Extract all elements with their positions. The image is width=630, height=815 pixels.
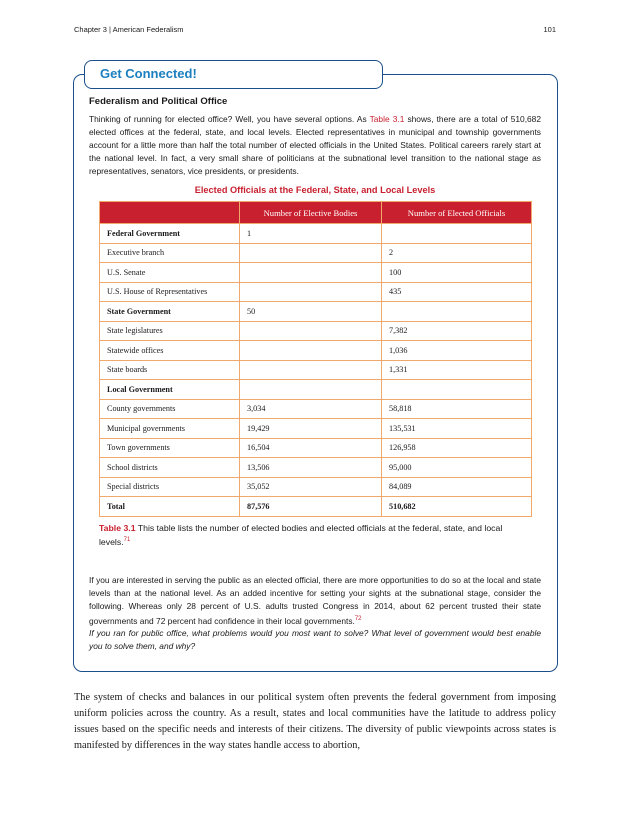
table-title: Elected Officials at the Federal, State, and Local Levels xyxy=(194,185,436,195)
table-cell: 16,504 xyxy=(240,438,382,458)
row-label: State boards xyxy=(100,360,240,380)
table-cell: 95,000 xyxy=(382,458,532,478)
row-label: State Government xyxy=(100,302,240,322)
intro-text-end: shows, there are a total of 510,682 elected offices at the federal, state, and local levels. Elected representatives in municipal and township governments account for a little more than half the total number of elected officials in the United States. Political careers rarely start at the national level. In fact, a very small share of politicians at the subnational level transition to the national stage as representatives, senators, vice presidents, or presidents. xyxy=(89,114,542,176)
table-cell xyxy=(240,282,382,302)
table-row xyxy=(100,380,532,400)
box-title: Get Connected! xyxy=(100,66,197,81)
section-title: Federalism and Political Office xyxy=(89,96,228,107)
table-cell: 1,036 xyxy=(382,341,532,361)
box-title-tab xyxy=(84,60,383,89)
table-cell: 13,506 xyxy=(240,458,382,478)
row-label: Federal Government xyxy=(100,224,240,244)
table-cell: 7,382 xyxy=(382,321,532,341)
table-cell: 435 xyxy=(382,282,532,302)
row-label: Municipal governments xyxy=(100,419,240,439)
table-cell xyxy=(382,302,532,322)
footnote-ref-72[interactable]: 72 xyxy=(354,616,362,622)
table-cell xyxy=(240,360,382,380)
table-cell xyxy=(240,380,382,400)
table-cell: 19,429 xyxy=(240,419,382,439)
row-label: State legislatures xyxy=(100,321,240,341)
table-row xyxy=(100,263,532,283)
table-cell xyxy=(240,263,382,283)
row-label: U.S. Senate xyxy=(100,263,240,283)
table-row xyxy=(100,282,532,302)
table-cell: 1,331 xyxy=(382,360,532,380)
page-number: 101 xyxy=(543,25,556,34)
table-row xyxy=(100,419,532,439)
table-cell: 50 xyxy=(240,302,382,322)
caption-text: This table lists the number of elected bodies and elected officials at the federal, state, and local levels. xyxy=(99,523,503,547)
table-row xyxy=(100,341,532,361)
table-cell: 100 xyxy=(382,263,532,283)
row-label: Special districts xyxy=(100,477,240,497)
table-row xyxy=(100,360,532,380)
table-row xyxy=(100,224,532,244)
intro-paragraph xyxy=(89,113,541,178)
row-label: Town governments xyxy=(100,438,240,458)
row-label: Executive branch xyxy=(100,243,240,263)
table-caption xyxy=(99,522,529,548)
elected-officials-table xyxy=(99,201,532,517)
table-row xyxy=(100,477,532,497)
row-label: County governments xyxy=(100,399,240,419)
header-cell xyxy=(100,202,240,224)
caption-label: Table 3.1 xyxy=(99,523,136,533)
table-cell: 2 xyxy=(382,243,532,263)
table-row xyxy=(100,438,532,458)
table-cell: 135,531 xyxy=(382,419,532,439)
table-cell xyxy=(240,341,382,361)
table-cell: 510,682 xyxy=(382,497,532,517)
chapter-header: Chapter 3 | American Federalism xyxy=(74,25,184,34)
reflection-question: If you ran for public office, what problems would you most want to solve? What level of government would best enable you to solve them, and why? xyxy=(89,628,541,651)
table-cell xyxy=(382,224,532,244)
incentive-text: If you are interested in serving the public as an elected official, there are more opportunities to do so at the local and state levels than at the national level. As an added incentive for setting your sights at the subnational stage, consider the following. Whereas only 28 percent of U.S. adults trusted Congress in 2014, about 62 percent trusted their state governments and 72 percent had confidence in their local governments. xyxy=(89,575,541,626)
row-label: School districts xyxy=(100,458,240,478)
table-cell: 84,089 xyxy=(382,477,532,497)
row-label: Statewide offices xyxy=(100,341,240,361)
table-cell: 1 xyxy=(240,224,382,244)
table-cell xyxy=(382,380,532,400)
table-row xyxy=(100,302,532,322)
table-total-row xyxy=(100,497,532,517)
incentive-paragraph xyxy=(89,574,541,628)
header-cell: Number of Elected Officials xyxy=(382,202,532,224)
row-label: Total xyxy=(100,497,240,517)
table-cell xyxy=(240,243,382,263)
table-header-row xyxy=(100,202,532,224)
row-label: U.S. House of Representatives xyxy=(100,282,240,302)
table-row xyxy=(100,399,532,419)
table-row xyxy=(100,458,532,478)
table-cell: 58,818 xyxy=(382,399,532,419)
table-cell: 126,958 xyxy=(382,438,532,458)
intro-text-start: Thinking of running for elected office? Well, you have several options. As xyxy=(89,114,370,124)
header-cell: Number of Elective Bodies xyxy=(240,202,382,224)
table-cell: 35,052 xyxy=(240,477,382,497)
footnote-ref-71[interactable]: 71 xyxy=(123,537,131,543)
table-row xyxy=(100,243,532,263)
row-label: Local Government xyxy=(100,380,240,400)
table-reference-link[interactable]: Table 3.1 xyxy=(369,114,405,124)
table-cell: 3,034 xyxy=(240,399,382,419)
body-paragraph: The system of checks and balances in our political system often prevents the federal government from imposing uniform policies across the country. As a result, states and local communities have the latitude to address policy issues based on the specific needs and interests of their citizens. The diversity of public viewpoints across states is manifested by differences in the way states handle access to abortion, xyxy=(74,692,556,751)
table-cell xyxy=(240,321,382,341)
table-row xyxy=(100,321,532,341)
table-cell: 87,576 xyxy=(240,497,382,517)
